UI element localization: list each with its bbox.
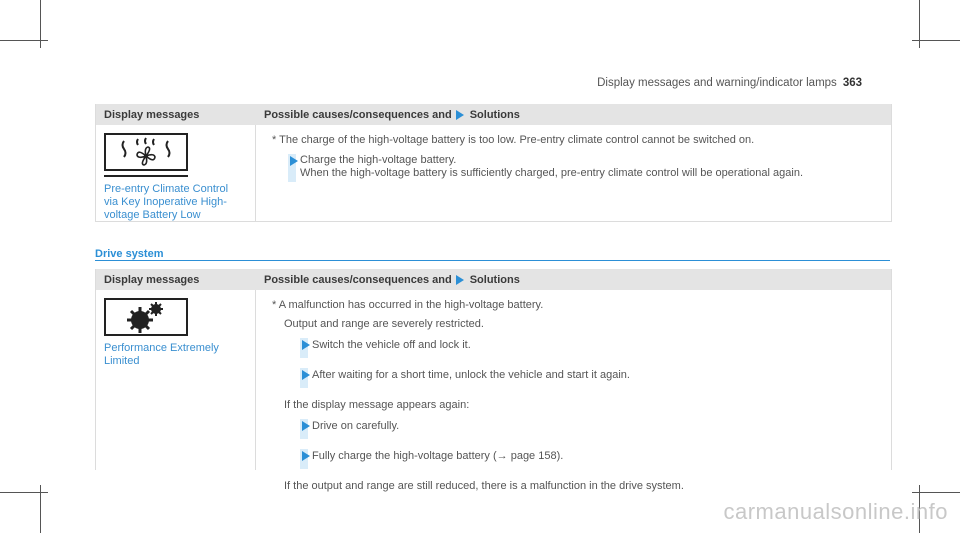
arrow-icon (456, 275, 464, 285)
section-divider (95, 260, 890, 261)
step-marker (300, 419, 308, 439)
arrow-icon (302, 421, 310, 431)
step-marker (300, 368, 308, 388)
gears-icon (104, 298, 188, 336)
table-row (96, 290, 891, 492)
solution-cell (256, 125, 891, 221)
col-display-messages: Display messages (104, 273, 200, 286)
display-message-text: Performance Extremely Limited (104, 342, 219, 367)
solution-cell (256, 290, 891, 492)
col-solutions-label: Solutions (469, 273, 520, 286)
col-causes-solutions (256, 274, 891, 286)
crop-mark (0, 40, 48, 41)
note-text: If the display message appears again: (284, 399, 470, 411)
step-text: Charge the high-voltage battery. (300, 154, 457, 166)
arrow-icon (456, 110, 464, 120)
display-cell (96, 125, 256, 221)
step-text: Fully charge the high-voltage battery (→ page 158). (312, 450, 564, 462)
step-marker (288, 154, 296, 182)
step-detail: When the high-voltage battery is sufficiently charged, pre-entry climate control will be operational again. (300, 167, 804, 179)
step-marker (300, 338, 308, 358)
step-text: Drive on carefully. (312, 420, 400, 432)
display-message-text: Pre-entry Climate Control via Key Inoperative High-voltage Battery Low (104, 183, 229, 221)
solution-step (300, 368, 891, 388)
step-text: After waiting for a short time, unlock the vehicle and start it again. (312, 369, 630, 381)
solution-step (288, 154, 891, 182)
cause-text: * The charge of the high-voltage battery is too low. Pre-entry climate control cannot be switched on. (272, 134, 755, 146)
icon-underline (104, 175, 188, 177)
table-row (96, 125, 891, 221)
climate-fan-icon (104, 133, 188, 171)
col-causes-solutions (256, 109, 891, 121)
solution-step (300, 449, 891, 469)
crop-mark (912, 40, 960, 41)
crop-mark (0, 492, 48, 493)
crop-mark (912, 492, 960, 493)
arrow-icon (302, 370, 310, 380)
cause-detail: Output and range are severely restricted. (284, 318, 484, 330)
col-causes-label: Possible causes/consequences and (264, 273, 452, 286)
solution-step (300, 419, 891, 439)
watermark: carmanualsonline.info (723, 499, 948, 524)
arrow-icon (302, 340, 310, 350)
col-causes-label: Possible causes/consequences and (264, 108, 452, 121)
solution-step (300, 338, 891, 358)
table-drive (95, 269, 892, 492)
header-title: Display messages and warning/indicator lamps (597, 77, 837, 89)
table-climate (95, 104, 892, 222)
page-header (597, 77, 862, 89)
section-title: Drive system (95, 248, 164, 260)
arrow-icon (302, 451, 310, 461)
arrow-icon (290, 156, 298, 166)
table-header (96, 104, 891, 125)
table-header (96, 269, 891, 290)
col-solutions-label: Solutions (469, 108, 520, 121)
cause-text: * A malfunction has occurred in the high-voltage battery. (272, 299, 544, 311)
step-marker (300, 449, 308, 469)
step-text: Switch the vehicle off and lock it. (312, 339, 471, 351)
col-display-messages: Display messages (104, 108, 200, 121)
display-cell (96, 290, 256, 470)
page-number: 363 (842, 77, 862, 89)
footer-text: If the output and range are still reduced, there is a malfunction in the drive system. (284, 480, 684, 492)
